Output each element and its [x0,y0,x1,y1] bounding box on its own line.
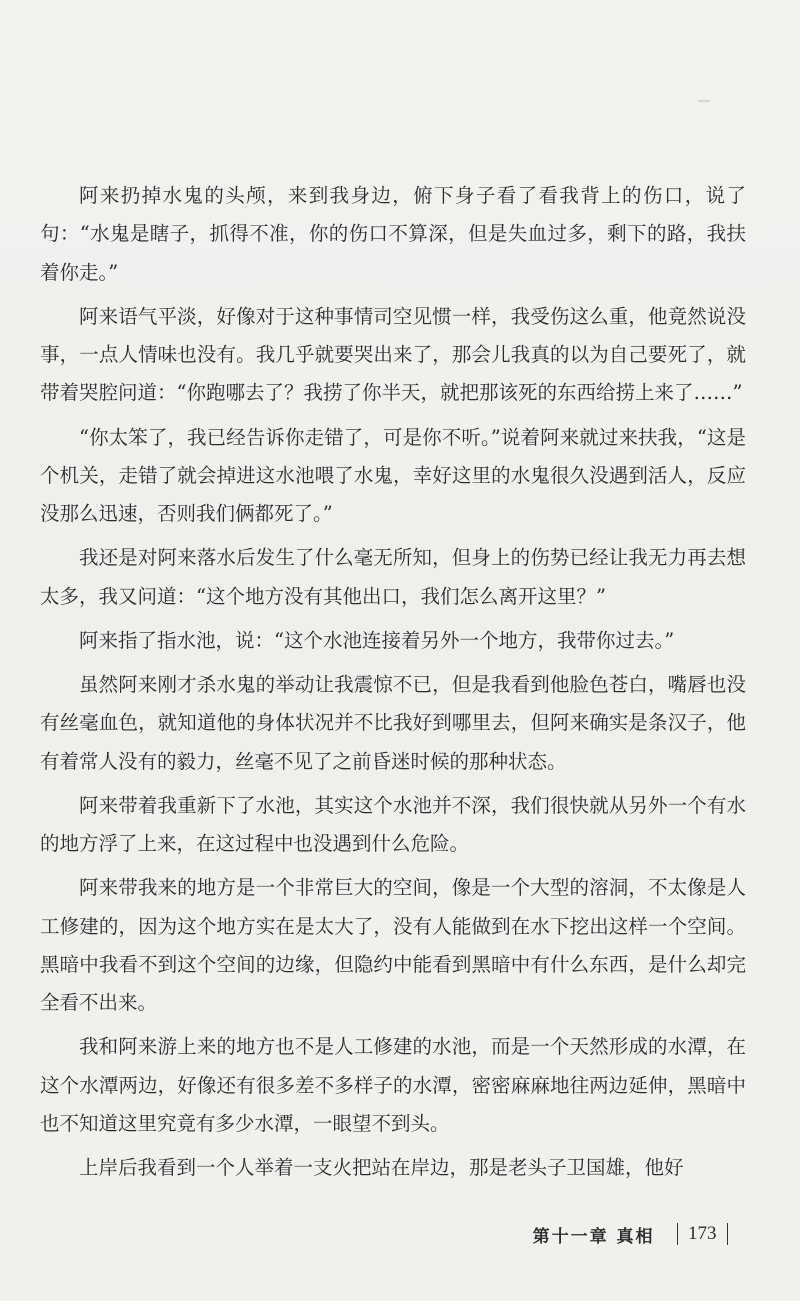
paragraph-9: 我和阿来游上来的地方也不是人工修建的水池，而是一个天然形成的水潭，在这个水潭两边，好像还有很多差不多样子的水潭，密密麻麻地往两边延伸，黑暗中也不知道这里究竟有多少水潭，一眼望不到头。 [40,1035,746,1135]
footer-divider-left [677,1223,679,1245]
paragraph-4: 我还是对阿来落水后发生了什么毫无所知，但身上的伤势已经让我无力再去想太多，我又问道：“这个地方没有其他出口，我们怎么离开这里？” [40,546,746,608]
paragraph-2: 阿来语气平淡，好像对于这种事情司空见惯一样，我受伤这么重，他竟然说没事，一点人情味也没有。我几乎就要哭出来了，那会儿我真的以为自己要死了，就带着哭腔问道：“你跑哪去了？我捞了你半天，就把那该死的东西给捞上来了……” [40,304,746,405]
paragraph-6: 虽然阿来刚才杀水鬼的举动让我震惊不已，但是我看到他脸色苍白，嘴唇也没有丝毫血色，就知道他的身体状况并不比我好到哪里去，但阿来确实是条汉子，他有着常人没有的毅力，丝毫不见了之前昏迷时候的那种状态。 [40,673,746,773]
paragraph-8: 阿来带我来的地方是一个非常巨大的空间，像是一个大型的溶洞，不太像是人工修建的，因为这个地方实在是太大了，没有人能做到在水下挖出这样一个空间。黑暗中我看不到这个空间的边缘，但隐约中能看到黑暗中有什么东西，是什么却完全看不出来。 [40,876,746,1015]
body-text [40,177,746,1193]
paper-speck [698,100,710,102]
paragraph-7: 阿来带着我重新下了水池，其实这个水池并不深，我们很快就从另外一个有水的地方浮了上来，在这过程中也没遇到什么危险。 [40,793,746,856]
paragraph-5: 阿来指了指水池，说：“这个水池连接着另外一个地方，我带你过去。” [79,628,675,652]
footer-divider-right [727,1223,729,1245]
page-footer [533,1218,728,1250]
page-number: 173 [688,1223,717,1244]
paragraph-3: “你太笨了，我已经告诉你走错了，可是你不听。”说着阿来就过来扶我，“这是个机关，走错了就会掉进这水池喂了水鬼，幸好这里的水鬼很久没遇到活人，反应没那么迅速，否则我们俩都死了。” [40,425,746,526]
paragraph-10: 上岸后我看到一个人举着一支火把站在岸边，那是老头子卫国雄，他好 [79,1156,684,1180]
paragraph-1: 阿来扔掉水鬼的头颅，来到我身边，俯下身子看了看我背上的伤口，说了句：“水鬼是瞎子，抓得不准，你的伤口不算深，但是失血过多，剩下的路，我扶着你走。” [40,184,746,284]
chapter-title: 第十一章 真相 [532,1226,655,1247]
